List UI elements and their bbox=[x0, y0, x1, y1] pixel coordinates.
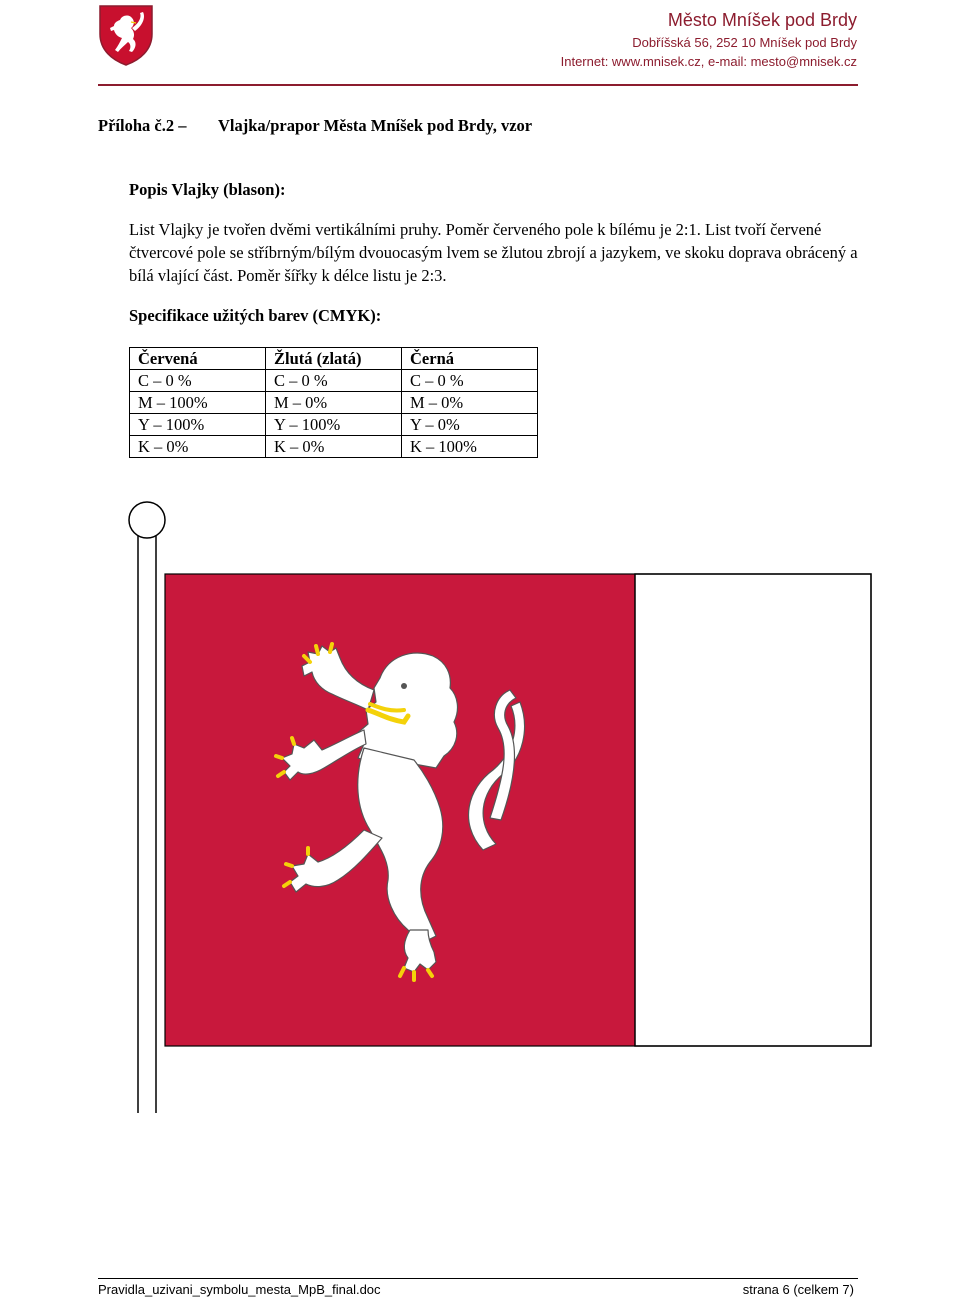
blason-heading: Popis Vlajky (blason): bbox=[129, 180, 286, 199]
header-divider bbox=[98, 84, 858, 86]
header-address: Dobříšská 56, 252 10 Mníšek pod Brdy bbox=[632, 35, 857, 50]
table-cell: K – 0% bbox=[130, 436, 266, 458]
header-contact: Internet: www.mnisek.cz, e-mail: mesto@mnisek.cz bbox=[560, 54, 857, 69]
table-cell: M – 0% bbox=[402, 392, 538, 414]
table-header-cell: Žlutá (zlatá) bbox=[266, 348, 402, 370]
table-header-cell: Černá bbox=[402, 348, 538, 370]
table-cell: M – 100% bbox=[130, 392, 266, 414]
table-cell: C – 0 % bbox=[402, 370, 538, 392]
cmyk-table bbox=[129, 347, 538, 458]
table-cell: Y – 0% bbox=[402, 414, 538, 436]
table-row bbox=[130, 414, 538, 436]
table-cell: C – 0 % bbox=[266, 370, 402, 392]
header-title: Město Mníšek pod Brdy bbox=[667, 10, 857, 30]
blason-description: List Vlajky je tvořen dvěmi vertikálními pruhy. Poměr červeného pole k bílému je 2:1. List tvoří červené čtvercové pole se stříbrným/bílým dvouocasým lvem se žlutou zbrojí a jazykem, ve skoku doprava obrácený a bílá vlající část. Poměr šířky k délce listu je 2:3. bbox=[129, 220, 858, 285]
table-cell: C – 0 % bbox=[130, 370, 266, 392]
annex-heading bbox=[98, 116, 533, 136]
table-cell: Y – 100% bbox=[266, 414, 402, 436]
table-header-cell: Červená bbox=[130, 348, 266, 370]
table-cell: K – 0% bbox=[266, 436, 402, 458]
city-crest-logo bbox=[98, 4, 154, 66]
table-cell: Y – 100% bbox=[130, 414, 266, 436]
footer-divider bbox=[98, 1278, 858, 1279]
table-row bbox=[130, 370, 538, 392]
footer-filename: Pravidla_uzivani_symbolu_mesta_MpB_final.doc bbox=[98, 1282, 381, 1297]
footer-page-number: strana 6 (celkem 7) bbox=[742, 1282, 854, 1297]
annex-title: Vlajka/prapor Města Mníšek pod Brdy, vzor bbox=[218, 116, 533, 135]
color-spec-heading: Specifikace užitých barev (CMYK): bbox=[129, 306, 382, 325]
table-cell: K – 100% bbox=[402, 436, 538, 458]
table-row bbox=[130, 392, 538, 414]
table-row bbox=[130, 436, 538, 458]
table-header-row bbox=[130, 348, 538, 370]
flag-white-field bbox=[635, 574, 871, 1046]
annex-label: Příloha č.2 – bbox=[98, 116, 187, 135]
flag-illustration bbox=[118, 478, 960, 1128]
table-cell: M – 0% bbox=[266, 392, 402, 414]
flagpole bbox=[129, 502, 165, 1113]
